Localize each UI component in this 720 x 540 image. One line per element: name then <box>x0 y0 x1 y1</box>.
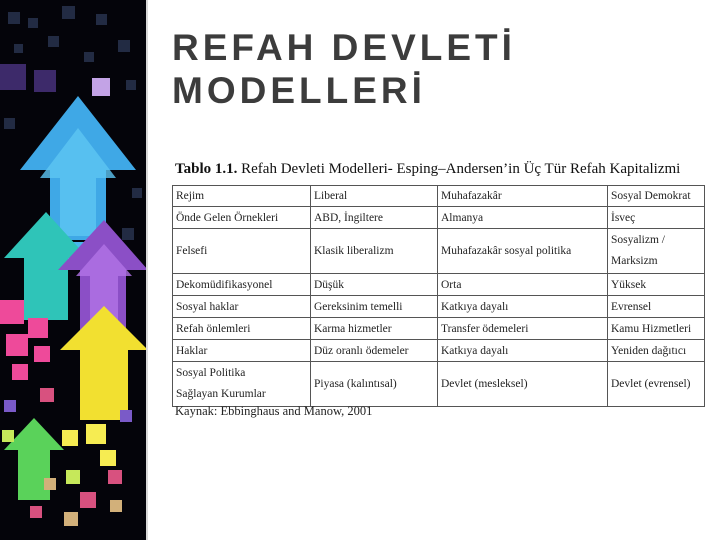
table-cell: İsveç <box>608 207 705 229</box>
table-caption-label: Tablo 1.1. <box>175 161 238 177</box>
table-caption-text: Refah Devleti Modelleri- Esping–Andersen’in Üç Tür Refah Kapitalizmi <box>237 161 681 177</box>
table-cell: Önde Gelen Örnekleri <box>173 207 311 229</box>
colorful-arrows-graphic <box>0 0 148 540</box>
table-cell: Katkıya dayalı <box>438 296 608 318</box>
table-header-row <box>173 186 705 207</box>
table-cell: Sosyal haklar <box>173 296 311 318</box>
table-cell: Evrensel <box>608 296 705 318</box>
table-source-note: Kaynak: Ebbinghaus and Manow, 2001 <box>175 404 373 418</box>
table-row <box>173 274 705 296</box>
table-cell: Yeniden dağıtıcı <box>608 340 705 362</box>
table-cell-line: Marksizm <box>611 255 658 267</box>
table-cell: ABD, İngiltere <box>311 207 438 229</box>
welfare-models-table <box>172 185 705 407</box>
table-cell-line: Sağlayan Kurumlar <box>176 388 266 400</box>
table-cell: Haklar <box>173 340 311 362</box>
table-cell: Piyasa (kalıntısal) <box>311 362 438 407</box>
table-cell: Düşük <box>311 274 438 296</box>
table-cell: Devlet (evrensel) <box>608 362 705 407</box>
table-cell: Almanya <box>438 207 608 229</box>
slide-title-line-1: REFAH DEVLETİ <box>172 27 516 68</box>
table-row <box>173 229 705 274</box>
table-cell <box>608 229 705 274</box>
table-caption <box>175 161 680 178</box>
header-cell: Liberal <box>311 186 438 207</box>
header-cell: Muhafazakâr <box>438 186 608 207</box>
table-cell: Karma hizmetler <box>311 318 438 340</box>
table-cell: Klasik liberalizm <box>311 229 438 274</box>
table-row <box>173 318 705 340</box>
table-cell: Gereksinim temelli <box>311 296 438 318</box>
table-cell: Devlet (mesleksel) <box>438 362 608 407</box>
table-cell: Transfer ödemeleri <box>438 318 608 340</box>
table-cell: Yüksek <box>608 274 705 296</box>
table-row <box>173 207 705 229</box>
table-cell: Muhafazakâr sosyal politika <box>438 229 608 274</box>
table-cell: Felsefi <box>173 229 311 274</box>
table-cell: Refah önlemleri <box>173 318 311 340</box>
table-cell: Düz oranlı ödemeler <box>311 340 438 362</box>
table-row <box>173 362 705 407</box>
table-cell-line: Sosyal Politika <box>176 367 246 379</box>
table-cell: Dekomüdifikasyonel <box>173 274 311 296</box>
table-cell-line: Sosyalizm / <box>611 234 665 246</box>
decorative-sidebar <box>0 0 148 540</box>
table-cell: Kamu Hizmetleri <box>608 318 705 340</box>
slide-title-line-2: MODELLERİ <box>172 70 426 111</box>
table-cell: Katkıya dayalı <box>438 340 608 362</box>
table-row <box>173 296 705 318</box>
table-cell: Orta <box>438 274 608 296</box>
table-row <box>173 340 705 362</box>
table-cell <box>173 362 311 407</box>
header-cell: Rejim <box>173 186 311 207</box>
slide-title <box>172 26 516 112</box>
header-cell: Sosyal Demokrat <box>608 186 705 207</box>
sidebar-divider <box>146 0 148 540</box>
